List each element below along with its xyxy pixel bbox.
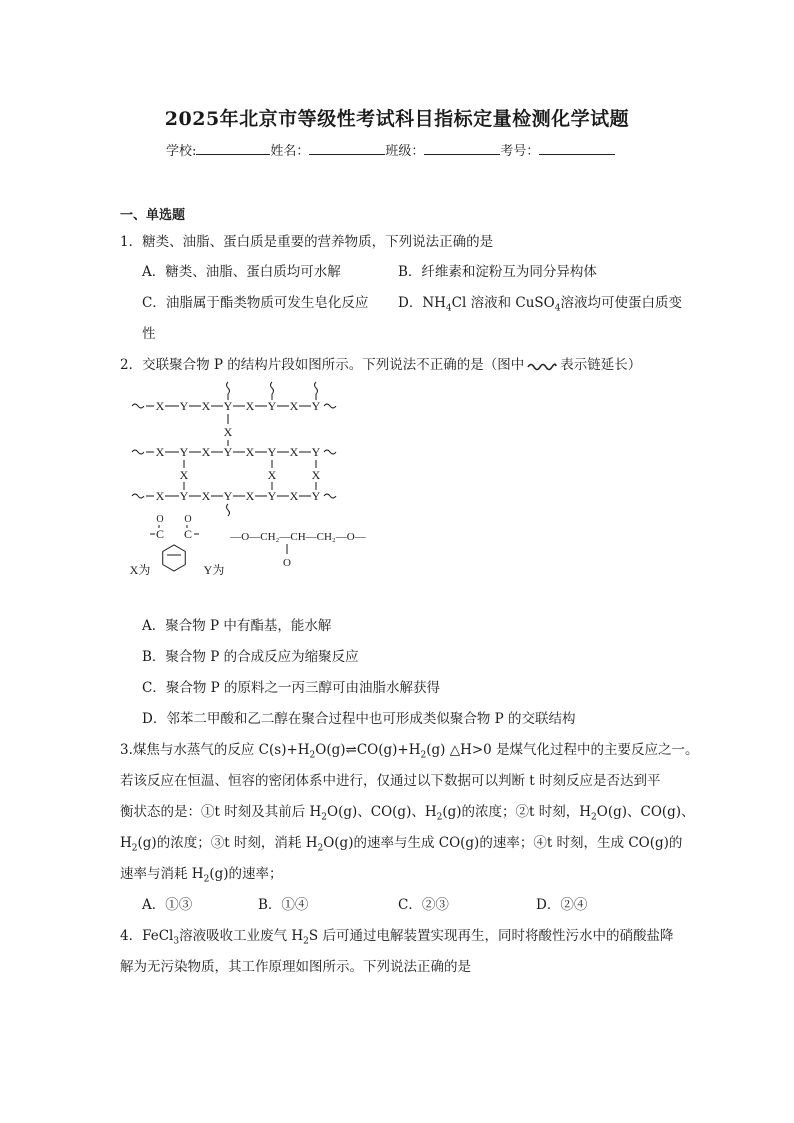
q4-l1-c: S 后可通过电解装置实现再生，同时将酸性污水中的硝酸盐降	[308, 928, 674, 944]
student-info-line	[166, 140, 615, 159]
q3-option-b[interactable]: B．①④	[258, 897, 309, 913]
chain-atom-y: Y	[179, 445, 189, 459]
chain-atom-y: Y	[179, 399, 189, 413]
section-heading: 一、单选题	[120, 208, 186, 223]
q1-option-a[interactable]: A．糖类、油脂、蛋白质均可水解	[142, 264, 341, 280]
q1-d-text-2: Cl 溶液和 CuSO	[451, 295, 555, 311]
chain-atom-y: Y	[311, 399, 321, 413]
q3-l3-sub-2: 2	[436, 812, 443, 823]
crosslink-x: X	[179, 468, 189, 482]
q1-option-d-wrap: 性	[142, 326, 156, 342]
q1-option-d[interactable]	[398, 291, 682, 314]
q1-option-b[interactable]: B．纤维素和淀粉互为同分异构体	[398, 264, 597, 280]
class-label: 班级：	[385, 144, 425, 159]
q3-line-2: 若该反应在恒温、恒容的密闭体系中进行，仅通过以下数据可以判断 t 时刻反应是否达到平	[120, 773, 661, 789]
q1-d-sub-1: 4	[445, 303, 452, 314]
chain-atom-x: X	[155, 399, 165, 413]
q3-l5-sub-1: 2	[203, 874, 210, 885]
q4-line-1	[120, 924, 673, 947]
chain-atom-y: Y	[179, 489, 189, 503]
chain-extension-mark	[132, 404, 144, 408]
chain-atom-x: X	[201, 489, 211, 503]
q3-l4-a: H	[120, 835, 132, 851]
chain-atom-y: Y	[223, 489, 233, 503]
q3-line-3	[120, 800, 695, 823]
chain-extension-mark	[324, 450, 336, 454]
chain-atom-y: Y	[267, 489, 277, 503]
number-blank[interactable]	[539, 141, 615, 155]
chain-atom-x: X	[155, 489, 165, 503]
carbonyl-oxygen: O	[156, 514, 164, 525]
name-blank[interactable]	[309, 141, 385, 155]
chain-extension-mark	[271, 382, 274, 394]
q3-l4-c: O(g)的速率与生成 CO(g)的速率；④t 时刻，生成 CO(g)的	[323, 835, 683, 851]
q4-line-2: 解为无污染物质，其工作原理如图所示。下列说法正确的是	[120, 959, 471, 975]
q1-d-sub-2: 4	[554, 303, 561, 314]
chain-atom-y: Y	[267, 445, 277, 459]
chain-extension-mark	[324, 494, 336, 498]
crosslink-x: X	[267, 468, 277, 482]
q2-option-a[interactable]: A．聚合物 P 中有酯基，能水解	[142, 618, 332, 634]
q3-l1-c: (g) △H>0 是煤气化过程中的主要反应之一。	[426, 742, 699, 758]
chain-atom-x: X	[289, 445, 299, 459]
chain-extension-mark	[324, 404, 336, 408]
y-definition-formula: —O—CH₂—CH—CH₂—O—	[230, 531, 366, 543]
school-blank[interactable]	[196, 141, 270, 155]
number-label: 考号：	[500, 144, 540, 159]
q3-l4-sub-2: 2	[317, 843, 324, 854]
crosslink-x: X	[223, 425, 233, 439]
q3-l5-a: 速率与消耗 H	[120, 866, 204, 882]
q2-stem-text-1: 2．交联聚合物 P 的结构片段如图所示。下列说法不正确的是（图中	[120, 357, 525, 373]
q4-l1-sub-1: 3	[173, 936, 180, 947]
chain-atom-x: X	[289, 399, 299, 413]
q3-l5-b: (g)的速率；	[209, 866, 283, 882]
q2-stem-text-2: 表示链延长）	[560, 357, 642, 373]
chain-atom-y: Y	[223, 399, 233, 413]
q1-d-text-3: 溶液均可使蛋白质变	[560, 295, 682, 311]
chain-atom-y: Y	[311, 445, 321, 459]
chain-atom-x: X	[289, 489, 299, 503]
chain-atom-y: Y	[267, 399, 277, 413]
q3-line-4	[120, 831, 682, 854]
school-label: 学校:	[166, 144, 197, 159]
q3-l3-sub-3: 2	[591, 812, 597, 823]
q1-stem: 1．糖类、油脂、蛋白质是重要的营养物质，下列说法正确的是	[120, 234, 494, 250]
q3-l4-sub-1: 2	[131, 843, 138, 854]
q3-l1-sub-1: 2	[309, 750, 316, 761]
carbonyl-oxygen: O	[184, 514, 192, 525]
chain-atom-x: X	[201, 399, 211, 413]
chain-extension-mark	[227, 504, 230, 516]
q3-l3-sub-1: 2	[321, 812, 328, 823]
chain-atom-x: X	[245, 489, 255, 503]
carbonyl-carbon: C	[183, 527, 193, 541]
q4-l1-b: 溶液吸收工业废气 H	[179, 928, 304, 944]
q3-line-1	[120, 738, 699, 761]
q2-option-b[interactable]: B．聚合物 P 的合成反应为缩聚反应	[142, 649, 359, 665]
q3-l1-a: 3.煤焦与水蒸气的反应 C(s)+H	[120, 742, 310, 758]
q1-d-text-1: D．NH	[398, 295, 446, 311]
q3-option-a[interactable]: A．①③	[142, 897, 193, 913]
q4-l1-a: 4．FeCl	[120, 928, 174, 944]
q3-l3-a: 衡状态的是：①t 时刻及其前后 H	[120, 804, 322, 820]
crosslink-x: X	[311, 468, 321, 482]
benzene-ring	[163, 545, 186, 571]
chain-extension-mark	[227, 382, 230, 394]
q2-option-d[interactable]: D．邻苯二甲酸和乙二醇在聚合过程中也可形成类似聚合物 P 的交联结构	[142, 711, 576, 727]
chain-atom-y: Y	[311, 489, 321, 503]
chain-atom-x: X	[201, 445, 211, 459]
q4-l1-sub-2: 2	[303, 936, 309, 947]
q3-l4-b: (g)的浓度；③t 时刻，消耗 H	[137, 835, 318, 851]
q3-option-c[interactable]: C．②③	[398, 897, 449, 913]
chain-extension-mark	[132, 450, 144, 454]
q3-l1-b: O(g)⇌CO(g)+H	[315, 742, 421, 758]
page-title: 2025年北京市等级性考试科目指标定量检测化学试题	[164, 108, 630, 130]
chain-extension-mark	[132, 494, 144, 498]
y-oxygen: O	[283, 557, 291, 569]
polymer-structure-diagram	[126, 380, 376, 590]
name-label: 姓名：	[270, 144, 310, 159]
q3-l1-sub-2: 2	[420, 750, 427, 761]
chain-extension-mark	[315, 382, 318, 394]
q3-l3-d: O(g)、CO(g)、	[596, 804, 695, 820]
y-definition-label: Y为	[203, 563, 225, 577]
q3-l3-b: O(g)、CO(g)、H	[327, 804, 437, 820]
class-blank[interactable]	[424, 141, 500, 155]
q3-l3-c: (g)的浓度；②t 时刻，H	[442, 804, 592, 820]
chain-atom-x: X	[245, 445, 255, 459]
q2-stem	[120, 353, 641, 373]
chain-atom-y: Y	[223, 445, 233, 459]
chain-atom-x: X	[245, 399, 255, 413]
q3-line-5	[120, 862, 283, 885]
chain-atom-x: X	[155, 445, 165, 459]
wavy-chain-icon	[527, 361, 557, 371]
q3-option-d[interactable]: D．②④	[536, 897, 588, 913]
x-definition-label: X为	[129, 563, 151, 577]
q1-option-c[interactable]: C．油脂属于酯类物质可发生皂化反应	[142, 295, 369, 311]
carbonyl-carbon: C	[155, 527, 165, 541]
q2-option-c[interactable]: C．聚合物 P 的原料之一丙三醇可由油脂水解获得	[142, 680, 440, 696]
